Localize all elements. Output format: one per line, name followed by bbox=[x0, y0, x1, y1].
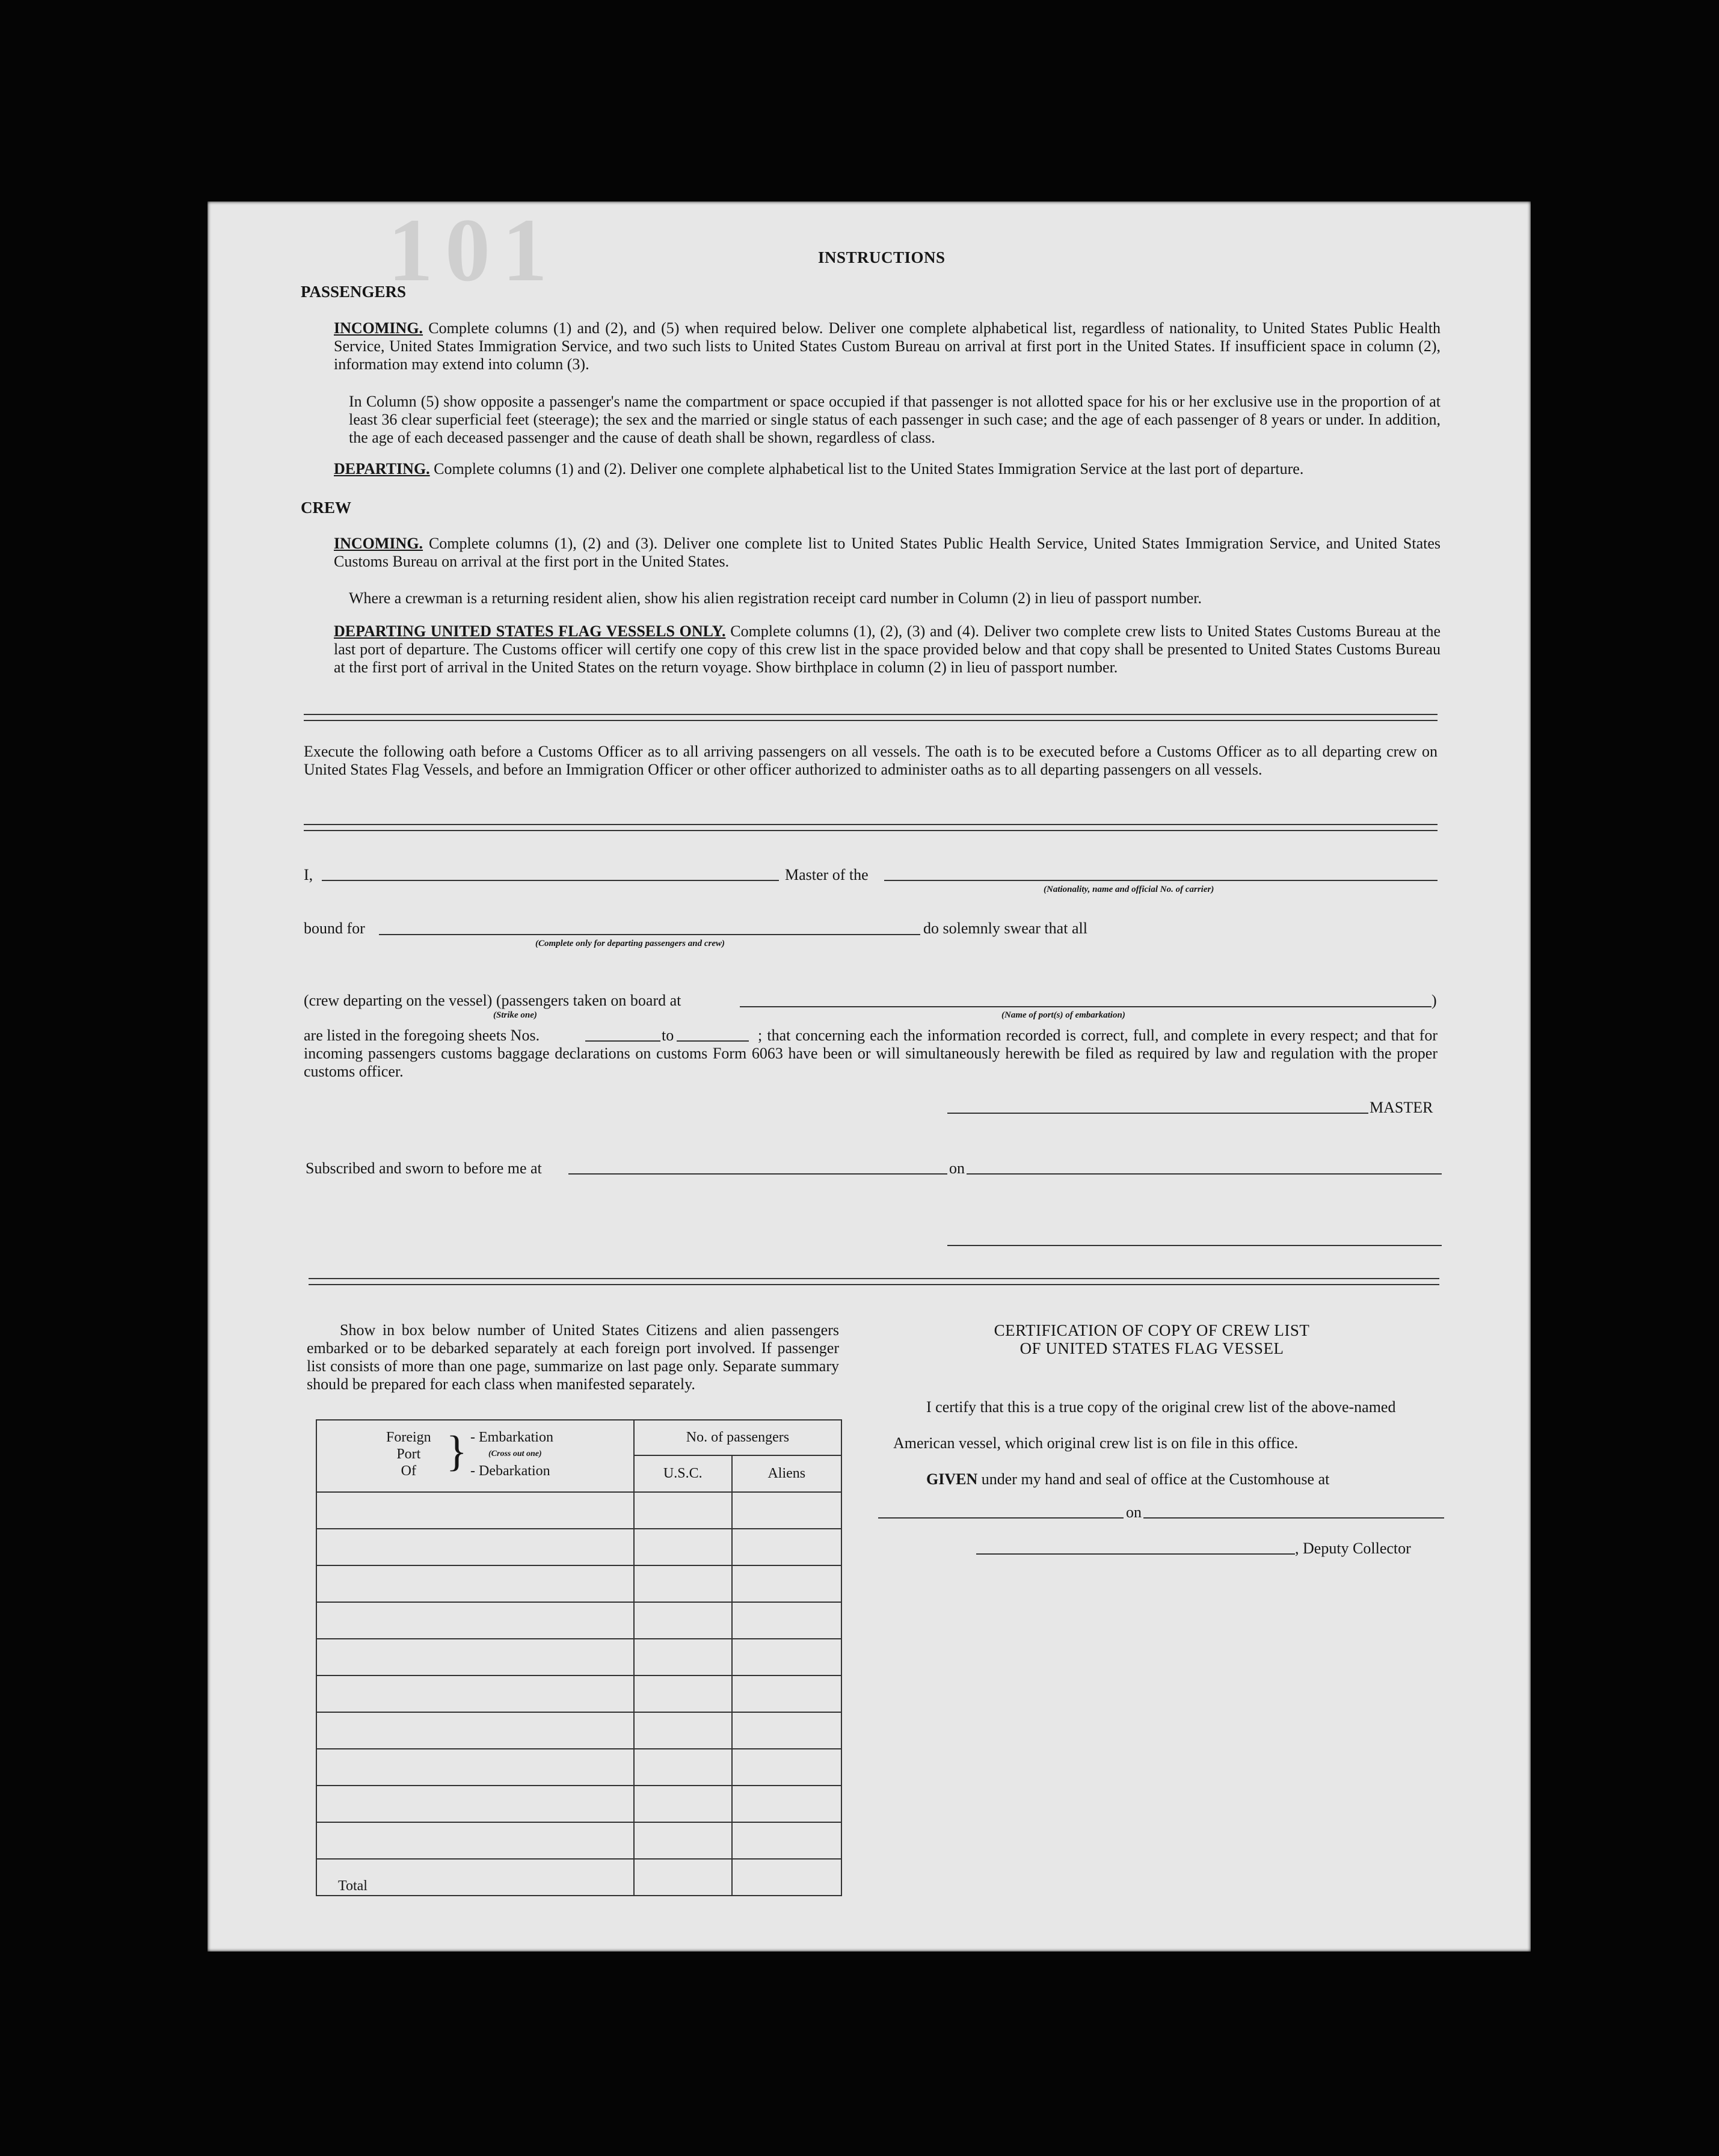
crew-incoming-label: INCOMING. bbox=[334, 535, 423, 552]
passengers-column5-paragraph: In Column (5) show opposite a passenger's name the compartment or space occupied if that passenger is not allotted space for his or her exclusive use in the proportion of at least 36 clear superficial feet (steerage); the sex and the married or single status of each passenger in such case; and the age of each passenger of 8 years or under. In addition, the age of each deceased passenger and the cause of death shall be shown, regardless of class. bbox=[349, 393, 1441, 446]
officer-signature-field[interactable] bbox=[947, 1245, 1442, 1246]
total-usc-cell[interactable] bbox=[634, 1859, 732, 1896]
total-row bbox=[316, 1859, 841, 1896]
port-cell[interactable] bbox=[316, 1675, 634, 1712]
given-rest: under my hand and seal of office at the Customhouse at bbox=[977, 1470, 1330, 1488]
bound-for-field[interactable] bbox=[379, 934, 920, 935]
port-cell[interactable] bbox=[316, 1529, 634, 1565]
debarkation-label: - Debarkation bbox=[470, 1463, 550, 1479]
port-cell[interactable] bbox=[316, 1786, 634, 1822]
port-cell[interactable] bbox=[316, 1822, 634, 1859]
usc-cell[interactable] bbox=[634, 1529, 732, 1565]
aliens-cell[interactable] bbox=[732, 1602, 841, 1639]
passengers-incoming-paragraph bbox=[334, 319, 1441, 373]
divider-1 bbox=[304, 714, 1438, 721]
master-signature-field[interactable] bbox=[947, 1113, 1368, 1114]
usc-cell[interactable] bbox=[634, 1749, 732, 1786]
subscribed-place-field[interactable] bbox=[568, 1173, 947, 1175]
table-row bbox=[316, 1786, 841, 1822]
crew-departing-label: DEPARTING UNITED STATES FLAG VESSELS ONLY. bbox=[334, 622, 726, 640]
port-cell[interactable] bbox=[316, 1712, 634, 1749]
document-page bbox=[208, 201, 1531, 1952]
master-label: MASTER bbox=[1370, 1099, 1433, 1116]
aliens-cell[interactable] bbox=[732, 1675, 841, 1712]
subscribed-date-field[interactable] bbox=[967, 1173, 1442, 1175]
port-cell[interactable] bbox=[316, 1565, 634, 1602]
oath-listed-b: ; that concerning each the information recorded is correct, full, and complete in every respect; and that for incoming passengers customs baggage declarations on customs Form 6063 have been or will simultaneously herewith be filed as required by law and regulation with the proper customs officer. bbox=[304, 1027, 1438, 1080]
no-passengers-header: No. of passengers bbox=[634, 1420, 841, 1455]
table-row bbox=[316, 1822, 841, 1859]
aliens-cell[interactable] bbox=[732, 1529, 841, 1565]
usc-cell[interactable] bbox=[634, 1786, 732, 1822]
ports-note: (Name of port(s) of embarkation) bbox=[1001, 1010, 1125, 1020]
certify-line-1: I certify that this is a true copy of the original crew list of the above-named bbox=[926, 1398, 1396, 1416]
aliens-cell[interactable] bbox=[732, 1712, 841, 1749]
cross-out-note: (Cross out one) bbox=[488, 1449, 542, 1458]
certification-on: on bbox=[1126, 1503, 1142, 1521]
crew-heading: CREW bbox=[301, 499, 352, 517]
col-port-c: Of bbox=[401, 1463, 416, 1479]
oath-bound-for: bound for bbox=[304, 920, 365, 937]
usc-header: U.S.C. bbox=[634, 1455, 732, 1492]
certify-line-2: American vessel, which original crew list is on file in this office. bbox=[893, 1434, 1299, 1452]
certification-heading-2: OF UNITED STATES FLAG VESSEL bbox=[1019, 1339, 1284, 1357]
divider-3 bbox=[309, 1278, 1439, 1285]
crew-incoming-text: Complete columns (1), (2) and (3). Deliver one complete list to United States Public Health Service, United States Immigration Service, and United States Customs Bureau on arrival at the first port in the United States. bbox=[334, 535, 1441, 570]
faint-stamp-mark: 101 bbox=[388, 200, 559, 300]
table-row bbox=[316, 1529, 841, 1565]
passengers-incoming-label: INCOMING. bbox=[334, 319, 423, 337]
table-row bbox=[316, 1565, 841, 1602]
table-row bbox=[316, 1749, 841, 1786]
subscribed-label: Subscribed and sworn to before me at bbox=[306, 1159, 542, 1177]
oath-listed-to: to bbox=[662, 1027, 674, 1044]
col-port-b: Port bbox=[396, 1446, 421, 1462]
given-line bbox=[926, 1470, 1329, 1488]
aliens-cell[interactable] bbox=[732, 1786, 841, 1822]
table-row bbox=[316, 1639, 841, 1675]
embarkation-label: - Embarkation bbox=[470, 1430, 553, 1445]
summary-intro: Show in box below number of United States Citizens and alien passengers embarked or to be debarked separately at each foreign port involved. If passenger list consists of more than one page, summarize on last page only. Separate summary should be prepared for each class when manifested separately. bbox=[307, 1321, 839, 1393]
certification-heading-1: CERTIFICATION OF COPY OF CREW LIST bbox=[994, 1321, 1310, 1339]
aliens-cell[interactable] bbox=[732, 1749, 841, 1786]
crew-departing-paragraph bbox=[334, 622, 1441, 677]
customhouse-field[interactable] bbox=[878, 1517, 1124, 1519]
port-cell[interactable] bbox=[316, 1602, 634, 1639]
oath-swear: do solemnly swear that all bbox=[923, 920, 1087, 937]
crew-departing-text: Complete columns (1), (2), (3) and (4). Deliver two complete crew lists to United States Customs Bureau at the last port of departure. The Customs officer will certify one copy of this crew list in the space provided below and that copy shall be presented to United States Customs Bureau at the first port of arrival in the United States on the return voyage. Show birthplace in column (2) in lieu of passport number. bbox=[334, 622, 1441, 676]
aliens-cell[interactable] bbox=[732, 1639, 841, 1675]
oath-i-label: I, bbox=[304, 866, 313, 883]
usc-cell[interactable] bbox=[634, 1712, 732, 1749]
oath-listed-a: are listed in the foregoing sheets Nos. bbox=[304, 1027, 540, 1044]
port-cell[interactable] bbox=[316, 1492, 634, 1529]
aliens-cell[interactable] bbox=[732, 1565, 841, 1602]
aliens-cell[interactable] bbox=[732, 1492, 841, 1529]
passengers-departing-paragraph bbox=[334, 460, 1441, 478]
crew-alien-paragraph: Where a crewman is a returning resident alien, show his alien registration receipt card number in Column (2) in lieu of passport number. bbox=[349, 589, 1202, 607]
oath-master-of: Master of the bbox=[785, 866, 869, 883]
ports-field[interactable] bbox=[740, 1006, 1431, 1007]
port-header-cell bbox=[316, 1420, 634, 1492]
oath-crew-departing: (crew departing on the vessel) (passengers taken on board at bbox=[304, 992, 681, 1009]
oath-close-paren: ) bbox=[1431, 992, 1437, 1009]
total-aliens-cell[interactable] bbox=[732, 1859, 841, 1896]
table-row bbox=[316, 1675, 841, 1712]
table-row bbox=[316, 1602, 841, 1639]
usc-cell[interactable] bbox=[634, 1675, 732, 1712]
complete-note: (Complete only for departing passengers and crew) bbox=[535, 939, 725, 948]
summary-table bbox=[316, 1419, 842, 1896]
port-cell[interactable] bbox=[316, 1749, 634, 1786]
usc-cell[interactable] bbox=[634, 1492, 732, 1529]
passengers-departing-label: DEPARTING. bbox=[334, 460, 430, 478]
subscribed-on: on bbox=[949, 1159, 965, 1177]
crew-incoming-paragraph bbox=[334, 535, 1441, 571]
passengers-incoming-text: Complete columns (1) and (2), and (5) when required below. Deliver one complete alphabetical list, regardless of nationality, to United States Public Health Service, United States Immigration Service, and two such lists to United States Custom Bureau on arrival at first port in the United States. If insufficient space in column (2), information may extend into column (3). bbox=[334, 319, 1441, 373]
nationality-note: (Nationality, name and official No. of carrier) bbox=[1044, 885, 1214, 894]
brace-mark: } bbox=[446, 1427, 467, 1475]
usc-cell[interactable] bbox=[634, 1639, 732, 1675]
aliens-header: Aliens bbox=[732, 1455, 841, 1492]
usc-cell[interactable] bbox=[634, 1565, 732, 1602]
col-port-a: Foreign bbox=[386, 1430, 431, 1445]
table-row bbox=[316, 1712, 841, 1749]
certification-date-field[interactable] bbox=[1143, 1517, 1444, 1519]
deputy-collector-label: , Deputy Collector bbox=[1295, 1540, 1411, 1557]
page-title: INSTRUCTIONS bbox=[818, 248, 946, 266]
usc-cell[interactable] bbox=[634, 1822, 732, 1859]
passengers-heading: PASSENGERS bbox=[301, 283, 407, 301]
strike-one-note: (Strike one) bbox=[493, 1010, 537, 1020]
deputy-signature-field[interactable] bbox=[976, 1553, 1295, 1555]
aliens-cell[interactable] bbox=[732, 1822, 841, 1859]
carrier-field[interactable] bbox=[884, 880, 1438, 881]
passengers-departing-text: Complete columns (1) and (2). Deliver one complete alphabetical list to the United States Immigration Service at the last port of departure. bbox=[429, 460, 1304, 478]
master-name-field[interactable] bbox=[322, 880, 779, 881]
divider-2 bbox=[304, 824, 1438, 831]
total-label: Total bbox=[316, 1859, 634, 1896]
oath-intro: Execute the following oath before a Customs Officer as to all arriving passengers on all vessels. The oath is to be executed before a Customs Officer as to all departing crew on United States Flag Vessels, and before an Immigration Officer or other officer authorized to administer oaths as to all departing passengers on all vessels. bbox=[304, 743, 1438, 778]
usc-cell[interactable] bbox=[634, 1602, 732, 1639]
table-row bbox=[316, 1492, 841, 1529]
port-cell[interactable] bbox=[316, 1639, 634, 1675]
given-bold: GIVEN bbox=[926, 1470, 978, 1488]
